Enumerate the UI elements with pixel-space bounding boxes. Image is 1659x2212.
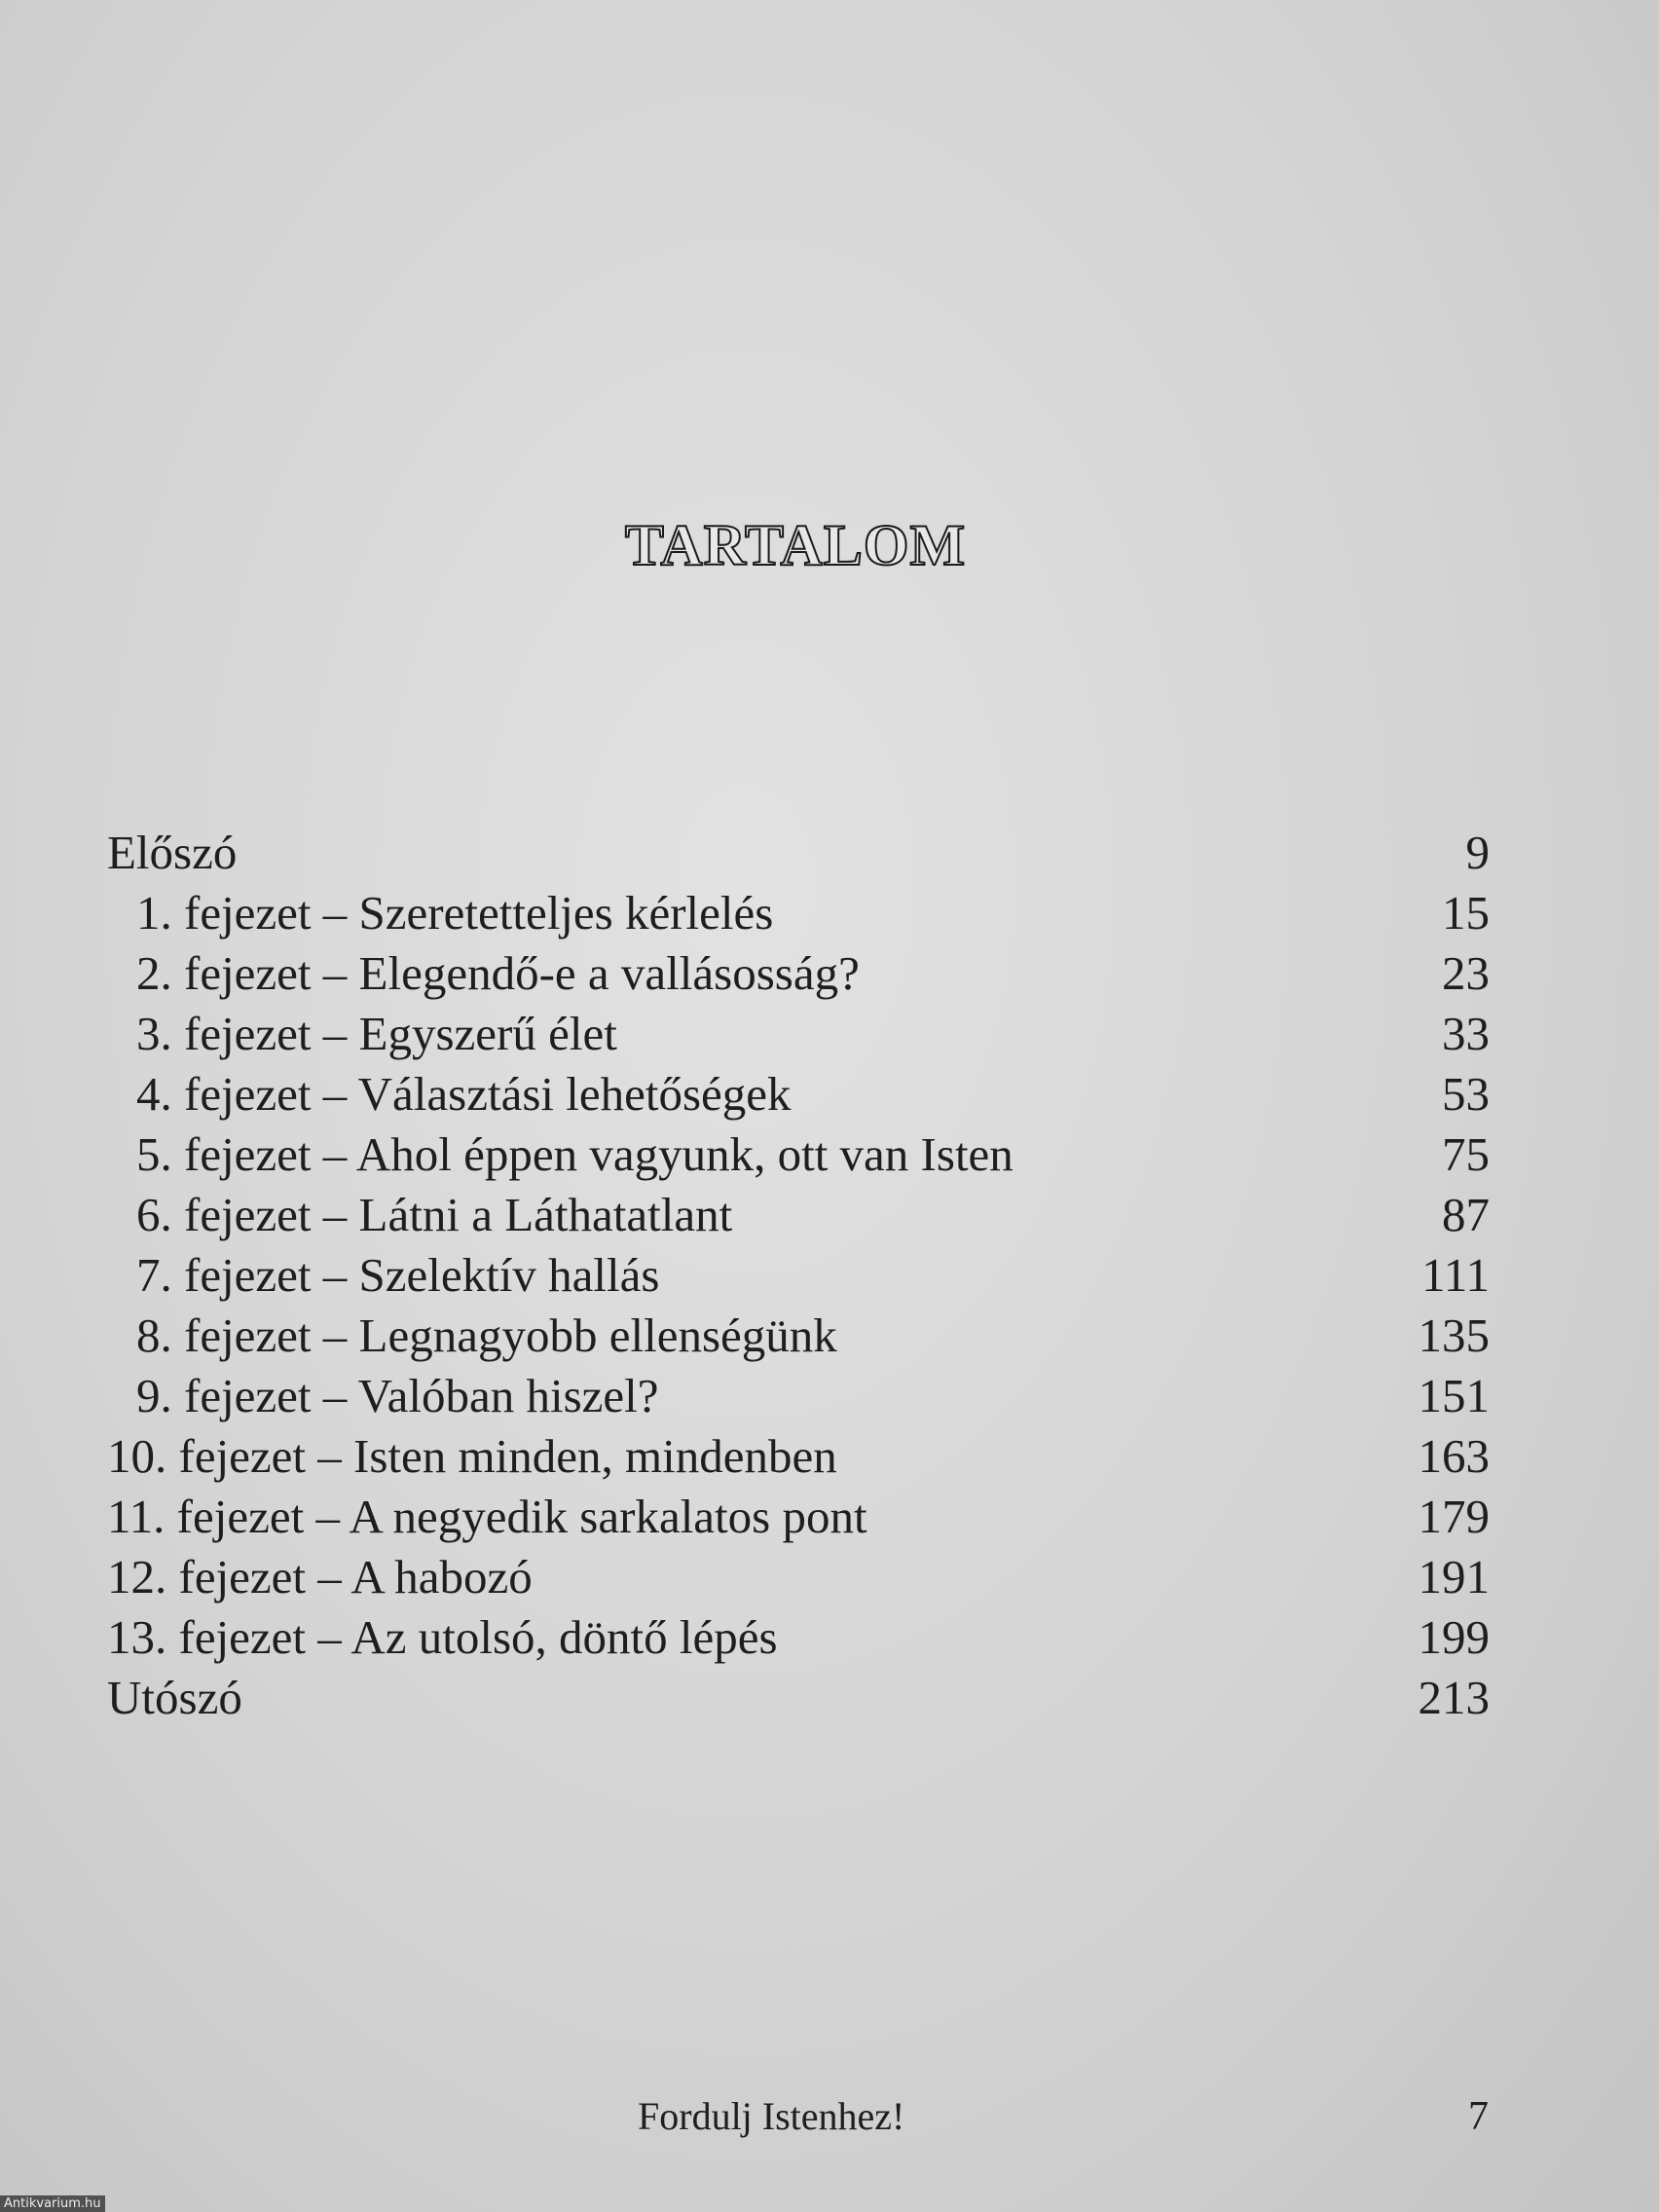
toc-entry — [107, 943, 1490, 1004]
toc-entry — [107, 1306, 1490, 1366]
toc-entry-page: 135 — [1418, 1309, 1490, 1362]
toc-entry — [107, 1366, 1490, 1426]
toc-entry — [107, 1607, 1490, 1668]
toc-entry-page: 75 — [1442, 1127, 1490, 1181]
toc-entry — [107, 1185, 1490, 1245]
toc-entry-page: 9 — [1465, 826, 1490, 879]
toc-entry — [107, 823, 1490, 883]
toc-entry — [107, 883, 1490, 943]
toc-entry-page: 179 — [1418, 1490, 1490, 1543]
watermark: Antikvarium.hu — [0, 2195, 105, 2212]
toc-entry — [107, 1426, 1490, 1487]
toc-entry-label: 4. fejezet – Választási lehetőségek — [136, 1067, 792, 1121]
toc-entry-label: 5. fejezet – Ahol éppen vagyunk, ott van Isten — [136, 1127, 1014, 1181]
toc-entry-label: 3. fejezet – Egyszerű élet — [136, 1007, 617, 1060]
toc-entry — [107, 1004, 1490, 1064]
toc-entry-label: 9. fejezet – Valóban hiszel? — [136, 1369, 659, 1422]
toc-entry-page: 199 — [1418, 1610, 1490, 1664]
toc-entry — [107, 1245, 1490, 1306]
toc-entry-page: 151 — [1418, 1369, 1490, 1422]
toc-entry-label: 6. fejezet – Látni a Láthatatlant — [136, 1188, 733, 1241]
running-footer-title: Fordulj Istenhez! — [638, 2094, 905, 2138]
toc-entry-label: 8. fejezet – Legnagyobb ellenségünk — [136, 1309, 837, 1362]
toc-entry-label: 13. fejezet – Az utolsó, döntő lépés — [107, 1610, 778, 1664]
toc-entry-label: Utószó — [107, 1671, 242, 1724]
toc-entry-label: 10. fejezet – Isten minden, mindenben — [107, 1429, 837, 1483]
toc-entry-page: 15 — [1442, 886, 1490, 940]
toc-entry-page: 213 — [1418, 1671, 1490, 1724]
toc-entry-page: 53 — [1442, 1067, 1490, 1121]
toc-entry-label: 12. fejezet – A habozó — [107, 1550, 533, 1604]
toc-entry-label: 11. fejezet – A negyedik sarkalatos pont — [107, 1490, 867, 1543]
toc-entry — [107, 1064, 1490, 1124]
toc-title: TARTALOM — [624, 513, 967, 577]
toc-entry-page: 163 — [1418, 1429, 1490, 1483]
toc-entry — [107, 1668, 1490, 1728]
toc-entry-label: Előszó — [107, 826, 238, 879]
toc-entry — [107, 1547, 1490, 1607]
toc-entry-page: 33 — [1442, 1007, 1490, 1060]
page-number: 7 — [1468, 2094, 1489, 2139]
table-of-contents — [107, 823, 1490, 1728]
toc-entry — [107, 1487, 1490, 1547]
toc-entry-page: 111 — [1421, 1248, 1490, 1302]
toc-entry — [107, 1124, 1490, 1185]
toc-entry-label: 1. fejezet – Szeretetteljes kérlelés — [136, 886, 774, 940]
toc-entry-label: 7. fejezet – Szelektív hallás — [136, 1248, 660, 1302]
toc-entry-page: 23 — [1442, 946, 1490, 1000]
toc-entry-page: 87 — [1442, 1188, 1490, 1241]
toc-entry-label: 2. fejezet – Elegendő-e a vallásosság? — [136, 946, 860, 1000]
toc-entry-page: 191 — [1418, 1550, 1490, 1604]
